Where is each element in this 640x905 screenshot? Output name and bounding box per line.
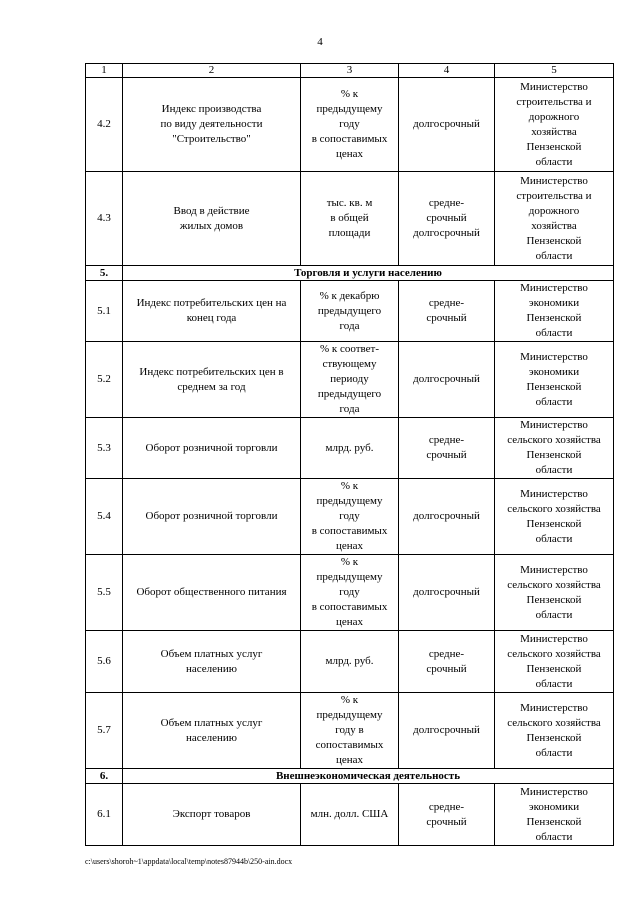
row-number: 5.1 [86,281,123,342]
section-title: Торговля и услуги населению [123,266,614,281]
responsible-body: Министерство строительства и дорожного хозяйства Пензенской области [495,78,614,172]
forecast-term: средне- срочный [399,418,495,479]
page-number: 4 [317,36,323,48]
unit-of-measure: млн. долл. США [301,784,399,846]
unit-of-measure: % к предыдущему году в сопоставимых ценах [301,693,399,769]
unit-of-measure: млрд. руб. [301,631,399,693]
section-row [86,266,614,281]
row-number: 4.2 [86,78,123,172]
header-cell: 3 [301,64,399,78]
footer-file-path: c:\users\shoroh~1\appdata\local\temp\notes87944b\250-ain.docx [85,857,293,866]
table-row [86,172,614,266]
indicator-name: Оборот общественного питания [123,555,301,631]
forecast-term: средне- срочный долгосрочный [399,172,495,266]
table-row [86,342,614,418]
indicators-table [85,63,614,846]
indicator-name: Оборот розничной торговли [123,479,301,555]
indicator-name: Индекс потребительских цен на конец года [123,281,301,342]
header-cell: 5 [495,64,614,78]
indicator-name: Индекс потребительских цен в среднем за год [123,342,301,418]
forecast-term: средне- срочный [399,281,495,342]
forecast-term: долгосрочный [399,479,495,555]
indicator-name: Ввод в действие жилых домов [123,172,301,266]
row-number: 6.1 [86,784,123,846]
indicator-name: Индекс производства по виду деятельности "Строительство" [123,78,301,172]
forecast-term: средне- срочный [399,631,495,693]
table-row [86,78,614,172]
row-number: 5.3 [86,418,123,479]
row-number: 5.6 [86,631,123,693]
forecast-term: долгосрочный [399,342,495,418]
unit-of-measure: % к предыдущему году в сопоставимых ценах [301,78,399,172]
header-cell: 4 [399,64,495,78]
indicator-name: Объем платных услуг населению [123,631,301,693]
unit-of-measure: % к соответ- ствующему периоду предыдущего года [301,342,399,418]
unit-of-measure: млрд. руб. [301,418,399,479]
section-row [86,769,614,784]
row-number: 5.2 [86,342,123,418]
section-number: 6. [86,769,123,784]
row-number: 5.4 [86,479,123,555]
row-number: 5.7 [86,693,123,769]
row-number: 4.3 [86,172,123,266]
indicator-name: Экспорт товаров [123,784,301,846]
header-cell: 2 [123,64,301,78]
responsible-body: Министерство сельского хозяйства Пензенской области [495,693,614,769]
table-row [86,479,614,555]
table-row [86,555,614,631]
responsible-body: Министерство сельского хозяйства Пензенской области [495,555,614,631]
responsible-body: Министерство сельского хозяйства Пензенской области [495,631,614,693]
table-row [86,281,614,342]
table-row [86,418,614,479]
unit-of-measure: % к предыдущему году в сопоставимых ценах [301,555,399,631]
table-row [86,784,614,846]
table-row [86,693,614,769]
responsible-body: Министерство сельского хозяйства Пензенской области [495,479,614,555]
indicator-name: Объем платных услуг населению [123,693,301,769]
table-header-row [86,64,614,78]
header-cell: 1 [86,64,123,78]
forecast-term: долгосрочный [399,78,495,172]
responsible-body: Министерство сельского хозяйства Пензенской области [495,418,614,479]
forecast-term: средне- срочный [399,784,495,846]
responsible-body: Министерство экономики Пензенской области [495,281,614,342]
table-row [86,631,614,693]
unit-of-measure: тыс. кв. м в общей площади [301,172,399,266]
section-title: Внешнеэкономическая деятельность [123,769,614,784]
unit-of-measure: % к декабрю предыдущего года [301,281,399,342]
responsible-body: Министерство строительства и дорожного хозяйства Пензенской области [495,172,614,266]
responsible-body: Министерство экономики Пензенской области [495,342,614,418]
row-number: 5.5 [86,555,123,631]
unit-of-measure: % к предыдущему году в сопоставимых ценах [301,479,399,555]
forecast-term: долгосрочный [399,555,495,631]
forecast-term: долгосрочный [399,693,495,769]
section-number: 5. [86,266,123,281]
responsible-body: Министерство экономики Пензенской области [495,784,614,846]
indicator-name: Оборот розничной торговли [123,418,301,479]
